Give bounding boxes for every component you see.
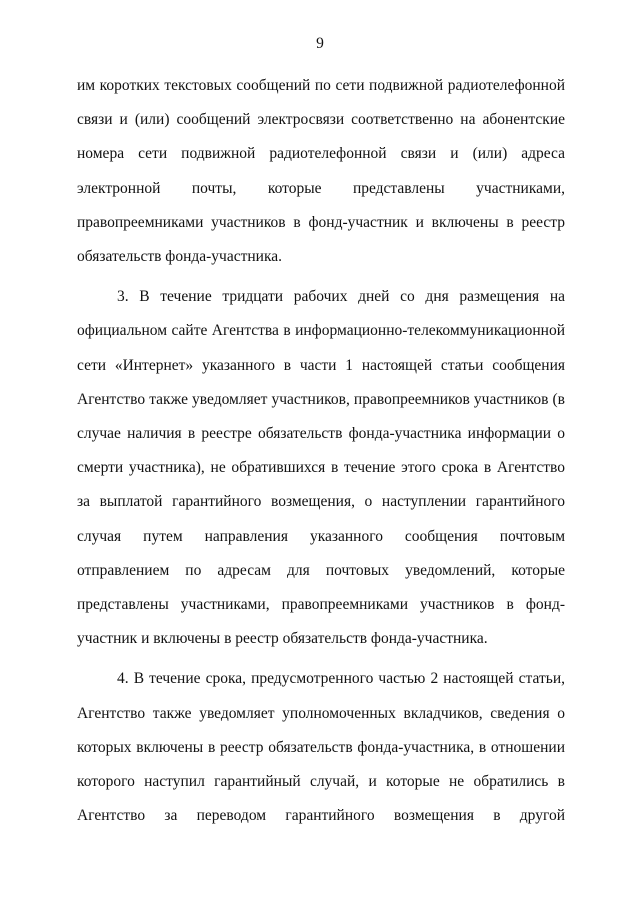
paragraph-continuation: им коротких текстовых сообщений по сети подвижной радиотелефонной связи и (или) сообщений электросвязи соответственно на абонентские номера сети подвижной радиотелефонной связи и (или) адреса электронной почты, которые представлены участниками, правопреемниками участников в фонд-участник и включены в реестр обязательств фонда-участника. xyxy=(77,77,565,266)
paragraph-item-4: 4. В течение срока, предусмотренного частью 2 настоящей статьи, Агентство также уведомляет уполномоченных вкладчиков, сведения о которых включены в реестр обязательств фонда-участника, в отношении которого наступил гарантийный случай, и которые не обратились в Агентство за переводом гарантийного возмещения в другой xyxy=(77,670,565,825)
paragraph-item-3: 3. В течение тридцати рабочих дней со дня размещения на официальном сайте Агентства в информационно-телекоммуникационной сети «Интернет» указанного в части 1 настоящей статьи сообщения Агентство также уведомляет участников, правопреемников участников (в случае наличия в реестре обязательств фонда-участника информации о смерти участника), не обратившихся в течение этого срока в Агентство за выплатой гарантийного возмещения, о наступлении гарантийного случая путем направления указанного сообщения почтовым отправлением по адресам для почтовых уведомлений, которые представлены участниками, правопреемниками участников в фонд-участник и включены в реестр обязательств фонда-участника. xyxy=(77,288,565,648)
document-body xyxy=(77,69,565,833)
page-number: 9 xyxy=(316,35,324,52)
